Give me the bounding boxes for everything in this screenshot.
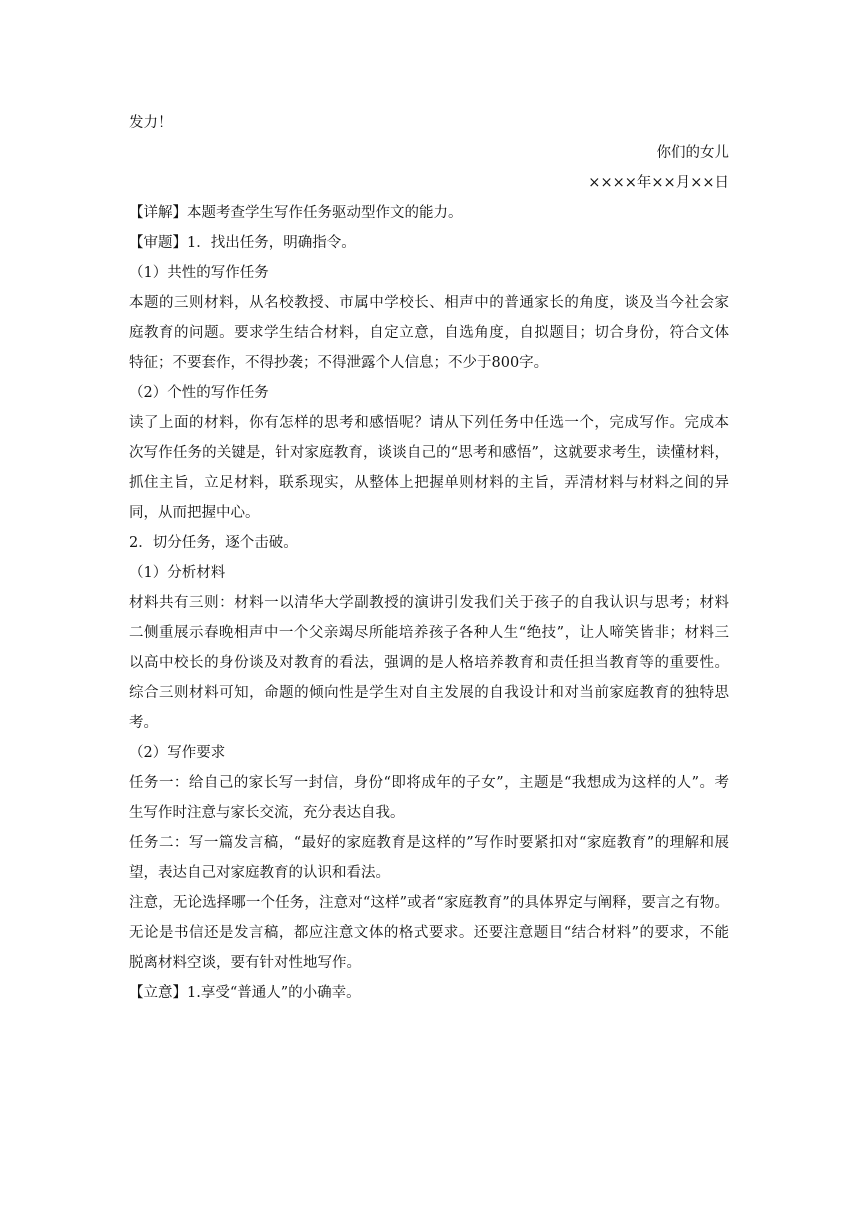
paragraph-line: 材料共有三则：材料一以清华大学副教授的演讲引发我们关于孩子的自我认识与思考；材料	[129, 595, 729, 611]
subheading: （1）分析材料	[129, 565, 226, 581]
paragraph-line: 同，从而把握中心。	[129, 505, 260, 521]
paragraph-line: 综合三则材料可知，命题的倾向性是学生对自主发展的自我设计和对当前家庭教育的独特思	[129, 685, 729, 701]
paragraph-line: 脱离材料空谈，要有针对性地写作。	[129, 955, 361, 971]
paragraph-line: 庭教育的问题。要求学生结合材料，自定立意，自选角度，自拟题目；切合身份，符合文体	[129, 325, 729, 341]
section-heading-detail: 【详解】本题考查学生写作任务驱动型作文的能力。	[129, 205, 463, 221]
section-heading: 2．切分任务，逐个击破。	[129, 535, 298, 551]
section-heading-theme: 【立意】1.享受“普通人”的小确幸。	[129, 985, 361, 1001]
paragraph-line: 抓住主旨，立足材料，联系现实，从整体上把握单则材料的主旨，弄清材料与材料之间的异	[129, 475, 729, 491]
subheading: （2）写作要求	[129, 745, 226, 761]
subheading: （2）个性的写作任务	[129, 385, 269, 401]
document-body	[129, 108, 729, 1008]
paragraph-line: 本题的三则材料，从名校教授、市属中学校长、相声中的普通家长的角度，谈及当今社会家	[129, 295, 729, 311]
paragraph-line: 二侧重展示春晚相声中一个父亲竭尽所能培养孩子各种人生“绝技”，让人啼笑皆非；材料三	[129, 625, 729, 641]
paragraph-line: 任务二：写一篇发言稿，“最好的家庭教育是这样的”写作时要紧扣对“家庭教育”的理解和展	[129, 835, 729, 851]
paragraph-line: 注意，无论选择哪一个任务，注意对“这样”或者“家庭教育”的具体界定与阐释，要言之有物。	[129, 895, 729, 911]
date-line: ××××年××月××日	[588, 175, 729, 191]
paragraph-line: 以高中校长的身份谈及对教育的看法，强调的是人格培养教育和责任担当教育等的重要性。	[129, 655, 729, 671]
signature-line: 你们的女儿	[656, 145, 729, 161]
section-heading-review: 【审题】1．找出任务，明确指令。	[129, 235, 356, 251]
paragraph-line: 特征；不要套作，不得抄袭；不得泄露个人信息；不少于800字。	[129, 355, 549, 371]
paragraph-line: 考。	[129, 715, 158, 731]
paragraph-line: 任务一：给自己的家长写一封信，身份“即将成年的子女”，主题是“我想成为这样的人”。考	[129, 775, 729, 791]
paragraph-line: 次写作任务的关键是，针对家庭教育，谈谈自己的“思考和感悟”，这就要求考生，读懂材料，	[129, 445, 729, 461]
paragraph-line: 无论是书信还是发言稿，都应注意文体的格式要求。还要注意题目“结合材料”的要求，不能	[129, 925, 729, 941]
text-line: 发力！	[129, 115, 173, 131]
paragraph-line: 读了上面的材料，你有怎样的思考和感悟呢？请从下列任务中任选一个，完成写作。完成本	[129, 415, 729, 431]
paragraph-line: 生写作时注意与家长交流，充分表达自我。	[129, 805, 405, 821]
paragraph-line: 望，表达自己对家庭教育的认识和看法。	[129, 865, 390, 881]
subheading: （1）共性的写作任务	[129, 265, 269, 281]
